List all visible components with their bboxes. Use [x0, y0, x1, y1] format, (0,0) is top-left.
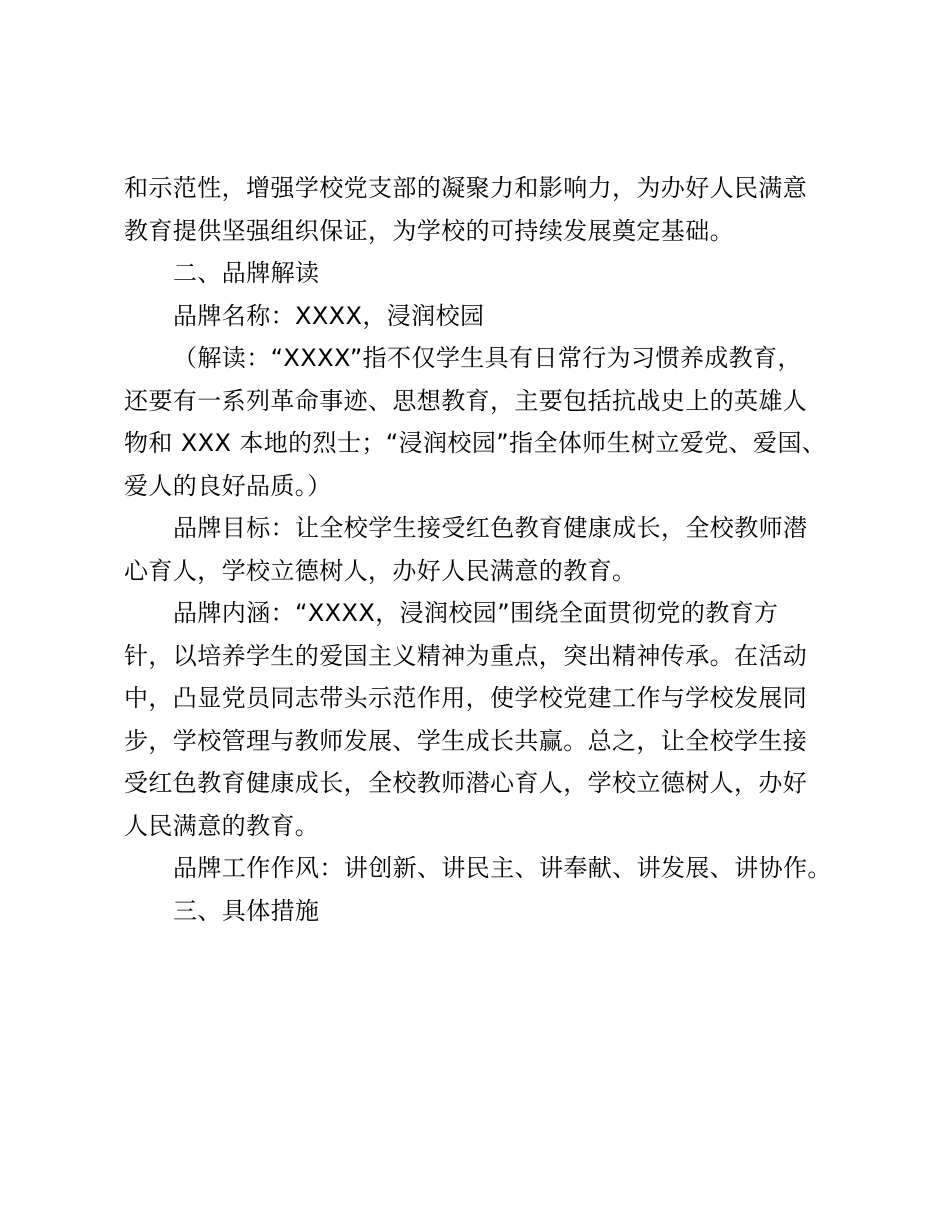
- paragraph-line: 还要有一系列革命事迹、思想教育，主要包括抗战史上的英雄人: [124, 386, 808, 415]
- paragraph-line: 心育人，学校立德树人，办好人民满意的教育。: [124, 556, 637, 585]
- paragraph-line: 教育提供坚强组织保证，为学校的可持续发展奠定基础。: [124, 216, 734, 245]
- paragraph-line: 品牌内涵：“XXXX，浸润校园”围绕全面贯彻党的教育方: [173, 599, 779, 627]
- section-heading: 三、具体措施: [173, 896, 320, 925]
- paragraph-line: 品牌名称：XXXX，浸润校园: [173, 301, 485, 330]
- paragraph-line: 中，凸显党员同志带头示范作用，使学校党建工作与学校发展同: [124, 684, 808, 712]
- paragraph-line: 和示范性，增强学校党支部的凝聚力和影响力，为办好人民满意: [124, 174, 808, 202]
- paragraph-line: 针，以培养学生的爱国主义精神为重点，突出精神传承。在活动: [124, 641, 808, 670]
- paragraph-line: 爱人的良好品质。）: [124, 471, 332, 500]
- paragraph-line: （解读：“XXXX”指不仅学生具有日常行为习惯养成教育，: [173, 344, 802, 372]
- paragraph-line: 步，学校管理与教师发展、学生成长共赢。总之，让全校学生接: [124, 726, 808, 755]
- paragraph-line: 物和 XXX 本地的烈士；“浸润校园”指全体师生树立爱党、爱国、: [124, 429, 827, 457]
- paragraph-line: 受红色教育健康成长，全校教师潜心育人，学校立德树人，办好: [124, 769, 808, 797]
- paragraph-line: 品牌工作作风：讲创新、讲民主、讲奉献、讲发展、讲协作。: [173, 854, 832, 882]
- document-body: [124, 167, 844, 932]
- section-heading: 二、品牌解读: [173, 259, 320, 287]
- paragraph-line: 人民满意的教育。: [124, 811, 320, 840]
- paragraph-line: 品牌目标：让全校学生接受红色教育健康成长，全校教师潜: [173, 514, 808, 542]
